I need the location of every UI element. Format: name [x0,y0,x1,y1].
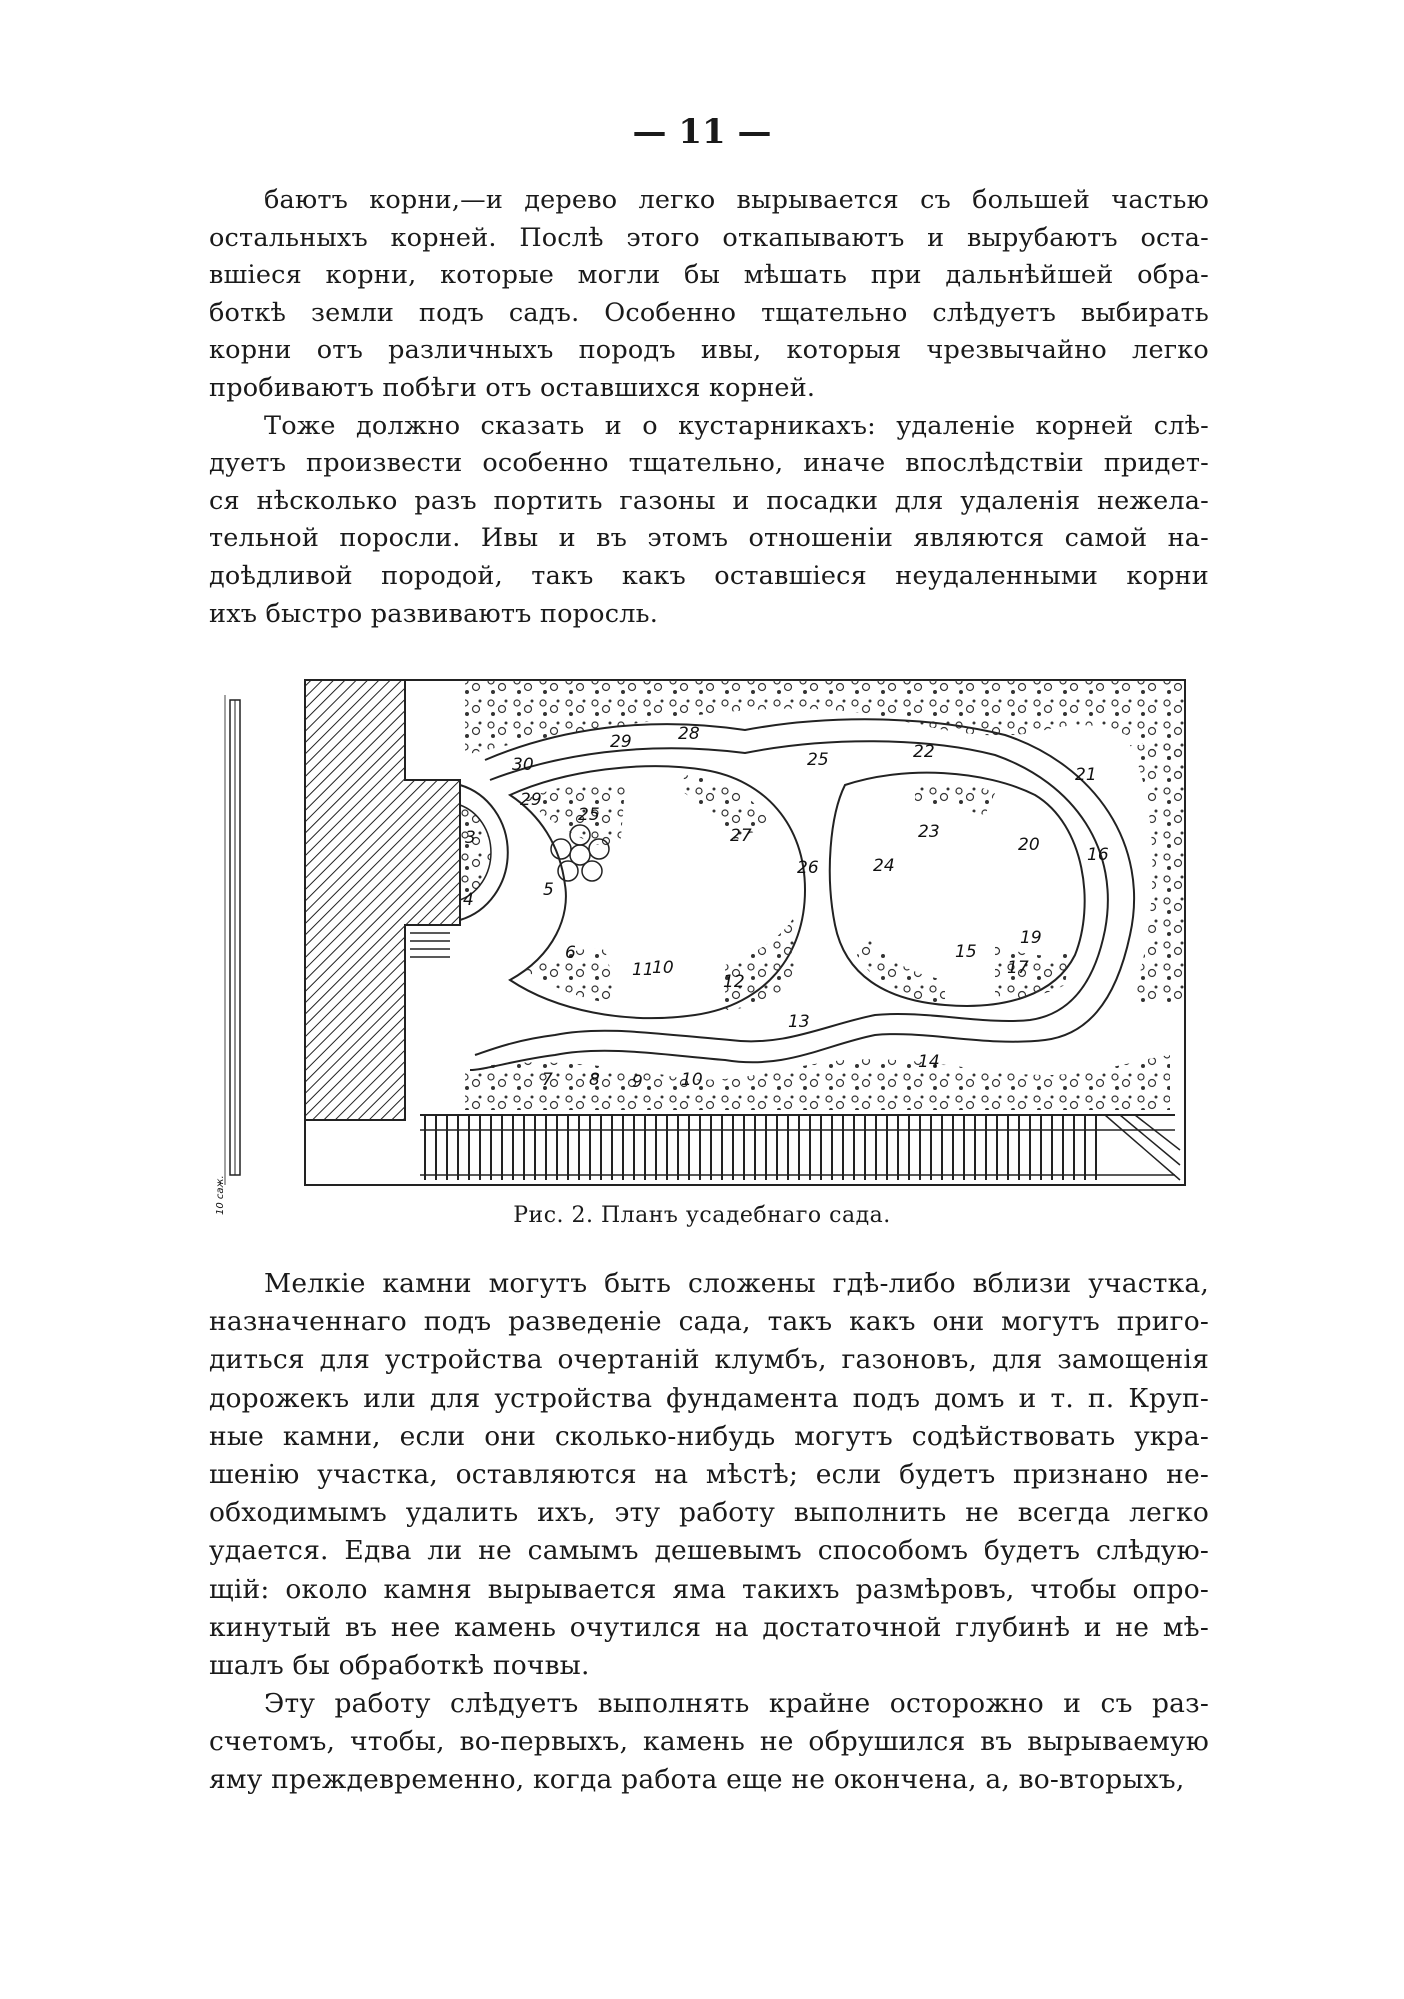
plan-number: 5 [543,880,554,900]
text-line: доѣдливой породой, такъ какъ оставшіеся неудаленными корни [209,560,1209,591]
plan-number: 13 [788,1012,810,1032]
garden-plan-figure [215,675,1205,1220]
plan-number: 20 [1018,835,1040,855]
text-block-top [209,182,1209,633]
text-line: ихъ быстро развиваютъ поросль. [209,598,659,629]
plan-number: 26 [797,858,819,878]
plan-number: 9 [632,1072,643,1092]
plan-number: 15 [955,942,977,962]
text-line: назначеннаго подъ разведеніе сада, такъ какъ они могутъ приго- [209,1306,1209,1338]
garden-plan-drawing [215,675,1205,1220]
plan-number: 16 [1087,845,1109,865]
plan-number: 30 [512,755,534,775]
text-line: щій: около камня вырывается яма такихъ размѣровъ, чтобы опро- [209,1573,1209,1605]
text-line: пробиваютъ побѣги отъ оставшихся корней. [209,372,816,403]
plan-number: 11 [632,960,654,980]
text-line: баютъ корни,—и дерево легко вырывается съ большей частью [264,185,1209,215]
plan-number: 29 [520,790,542,810]
text-line: Мелкіе камни могутъ быть сложены гдѣ-либо вблизи участка, [264,1268,1209,1299]
figure-caption: Рис. 2. Планъ усадебнаго сада. [513,1203,891,1228]
text-line: обходимымъ удалить ихъ, эту работу выполнить не всегда легко [209,1497,1209,1529]
plan-number: 27 [730,826,752,846]
text-line: ные камни, если они сколько-нибудь могутъ содѣйствовать укра- [209,1420,1209,1452]
text-line: Тоже должно сказать и о кустарникахъ: удаленіе корней слѣ- [264,410,1209,441]
text-line: тельной поросли. Ивы и въ этомъ отношеніи являются самой на- [209,523,1209,554]
plan-number: 21 [1075,765,1097,785]
plan-number: 10 [681,1070,703,1090]
text-line: ся нѣсколько разъ портить газоны и посадки для удаленія нежела- [209,485,1209,516]
text-line: вшіеся корни, которые могли бы мѣшать при дальнѣйшей обра- [209,260,1209,291]
plan-number: 25 [578,805,600,825]
text-line: дуетъ произвести особенно тщательно, иначе впослѣдствіи придет- [209,448,1209,479]
text-line: яму преждевременно, когда работа еще не окончена, а, во-вторыхъ, [209,1764,1185,1796]
text-line: дорожекъ или для устройства фундамента подъ домъ и т. п. Круп- [209,1382,1209,1414]
text-line: шенію участка, оставляются на мѣстѣ; если будетъ признано не- [209,1458,1209,1490]
page-number: — 11 — [632,112,772,152]
plan-number: 6 [565,943,576,963]
house-hatch [305,680,460,1120]
plan-number: 28 [678,724,700,744]
plan-number: 29 [610,732,632,752]
plan-number: 8 [589,1070,600,1090]
text-block-bottom [209,1265,1209,1800]
text-line: остальныхъ корней. Послѣ этого откапываютъ и вырубаютъ оста- [209,222,1209,253]
text-line: Эту работу слѣдуетъ выполнять крайне осторожно и съ раз- [264,1688,1209,1720]
text-line: шалъ бы обработкѣ почвы. [209,1649,590,1681]
plan-number: 17 [1007,958,1029,978]
scale-bar [215,695,240,1215]
plan-number: 25 [807,750,829,770]
plan-number: 3 [465,828,476,848]
text-line: кинутый въ нее камень очутился на достаточной глубинѣ и не мѣ- [209,1611,1209,1643]
text-line: счетомъ, чтобы, во-первыхъ, камень не обрушился въ вырываемую [209,1726,1209,1758]
plan-number: 24 [873,856,895,876]
text-line: корни отъ различныхъ породъ ивы, которыя чрезвычайно легко [209,335,1209,366]
text-line: диться для устройства очертаній клумбъ, газоновъ, для замощенія [209,1344,1209,1376]
plan-number: 23 [918,822,940,842]
plan-number: 22 [913,742,935,762]
text-line: боткѣ земли подъ садъ. Особенно тщательно слѣдуетъ выбирать [209,297,1209,328]
plan-number: 7 [542,1070,553,1090]
plan-number: 4 [463,890,474,910]
text-line: удается. Едва ли не самымъ дешевымъ способомъ будетъ слѣдую- [209,1535,1209,1567]
plan-number: 19 [1020,928,1042,948]
plan-number: 12 [723,972,745,992]
plan-number: 10 [652,958,674,978]
plan-number: 14 [918,1052,940,1072]
scale-label: 10 саж. [215,1175,226,1215]
